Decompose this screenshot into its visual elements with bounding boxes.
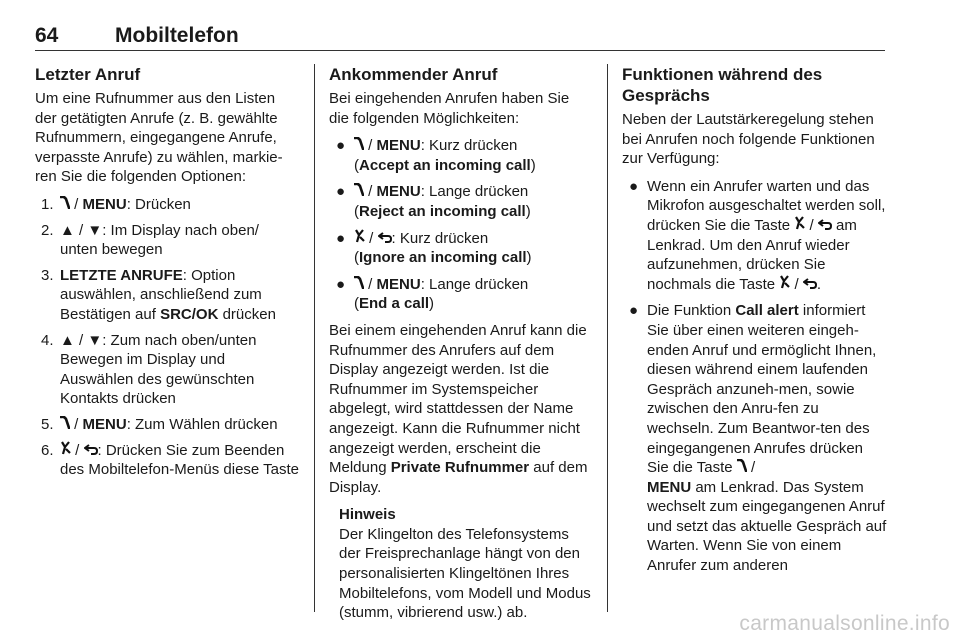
functions-list <box>622 177 887 576</box>
list-item: ● Die Funktion Call alert informiert Sie über einen weiteren eingeh-enden Anruf und ermöglicht Ihnen, diesen während einem laufenden Gespräch anzuneh-men, sowie zwischen den Anru-fen zu wechseln. Zum Beantwor-ten des eingegangenen Anrufes drücken Sie die Taste / MENU am Lenkrad. Das System wechselt zum eingegangenen Anruf und setzt das aktuelle Gespräch auf Warten. Wenn Sie von einem Anrufer zum anderen <box>629 302 887 575</box>
phone-call-icon <box>60 196 70 209</box>
back-arrow-icon <box>818 218 832 230</box>
phone-call-icon <box>354 183 364 196</box>
caller-id-paragraph: Bei einem eingehenden Anruf kann die Rufnummer des Anrufers auf dem Display angezeigt werden. Ist die Rufnummer im Systemspeicher abgelegt, wird stattdessen der Name angezeigt. Kann die Rufnummer nicht angezeigt werden, erscheint die Meldung Private Rufnummer auf dem Display. <box>329 321 588 496</box>
steps-list <box>35 195 300 480</box>
column-divider <box>314 64 315 612</box>
back-arrow-icon <box>84 443 98 455</box>
list-item: 3. LETZTE ANRUFE: Option auswählen, anschließend zum Bestätigen auf SRC/OK drücken <box>41 266 276 323</box>
option-label: Reject an incoming call <box>359 202 526 220</box>
column-divider <box>607 64 608 612</box>
section-intro: Bei eingehenden Anrufen haben Sie die folgenden Möglichkeiten: <box>329 90 570 127</box>
column-letzter-anruf <box>35 64 300 486</box>
header-rule <box>35 50 885 51</box>
list-item: 6. / : Drücken Sie zum Beenden des Mobiltelefon-Menüs diese Taste <box>41 441 300 479</box>
phone-call-icon <box>354 137 364 150</box>
list-item: 1. / MENU: Drücken <box>41 195 191 213</box>
section-heading: Ankommender Anruf <box>329 65 498 84</box>
phone-call-icon <box>737 459 747 472</box>
column-funktionen <box>622 64 887 583</box>
mic-mute-icon <box>779 275 790 289</box>
up-down-arrow-icons: ▲ / ▼ <box>60 221 103 239</box>
mic-mute-icon <box>60 441 71 455</box>
list-item: ● / MENU: Kurz drücken (Accept an incoming call) <box>336 137 536 174</box>
page-title: Mobiltelefon <box>115 24 239 47</box>
phone-call-icon <box>354 276 364 289</box>
list-item: 4. ▲ / ▼: Zum nach oben/unten Bewegen im Display und Auswählen des gewünschten Kontakts drücken <box>41 331 257 408</box>
watermark: carmanualsonline.info <box>739 612 950 635</box>
section-heading: Letzter Anruf <box>35 65 141 84</box>
list-item: ● Wenn ein Anrufer warten und das Mikrofon ausgeschaltet werden soll, drücken Sie die Taste / am Lenkrad. Um den Anruf wieder aufzunehmen, drücken Sie nochmals die Taste / . <box>629 177 886 293</box>
up-down-arrow-icons: ▲ / ▼ <box>60 331 103 349</box>
mic-mute-icon <box>794 216 805 230</box>
option-label: Accept an incoming call <box>359 156 531 174</box>
section-heading: Funktionen während des Gesprächs <box>622 65 823 105</box>
phone-call-icon <box>60 416 70 429</box>
column-ankommender-anruf <box>329 64 591 623</box>
mic-mute-icon <box>354 229 365 243</box>
option-label: End a call <box>359 295 430 313</box>
list-item: ● / MENU: Lange drücken (Reject an incoming call) <box>336 183 531 220</box>
note-box <box>329 505 591 623</box>
back-arrow-icon <box>378 231 392 243</box>
list-item: ● / MENU: Lange drücken (End a call) <box>336 275 529 313</box>
option-label: Ignore an incoming call <box>359 249 527 267</box>
note-heading: Hinweis <box>339 506 396 524</box>
note-text: Der Klingelton des Telefonsystems der Freisprechanlage hängt von den personalisierten Klingeltönen Ihres Mobiltelefons, vom Modell und Modus (stumm, vibrierend usw.) ab. <box>339 525 591 622</box>
list-item: 5. / MENU: Zum Wählen drücken <box>41 415 278 433</box>
list-item: 2. ▲ / ▼: Im Display nach oben/ unten bewegen <box>41 221 259 259</box>
list-item: ● / : Kurz drücken (Ignore an incoming call) <box>336 229 532 267</box>
section-intro: Neben der Lautstärkeregelung stehen bei Anrufen noch folgende Funktionen zur Verfügung: <box>622 111 875 168</box>
page-number: 64 <box>35 24 59 47</box>
section-intro: Um eine Rufnummer aus den Listen der getätigten Anrufe (z. B. gewählte Rufnummern, eingegangene Anrufe, verpasste Anrufe) zu wählen, markie-ren Sie die folgenden Optionen: <box>35 90 283 186</box>
back-arrow-icon <box>803 277 817 289</box>
options-list <box>329 136 591 314</box>
